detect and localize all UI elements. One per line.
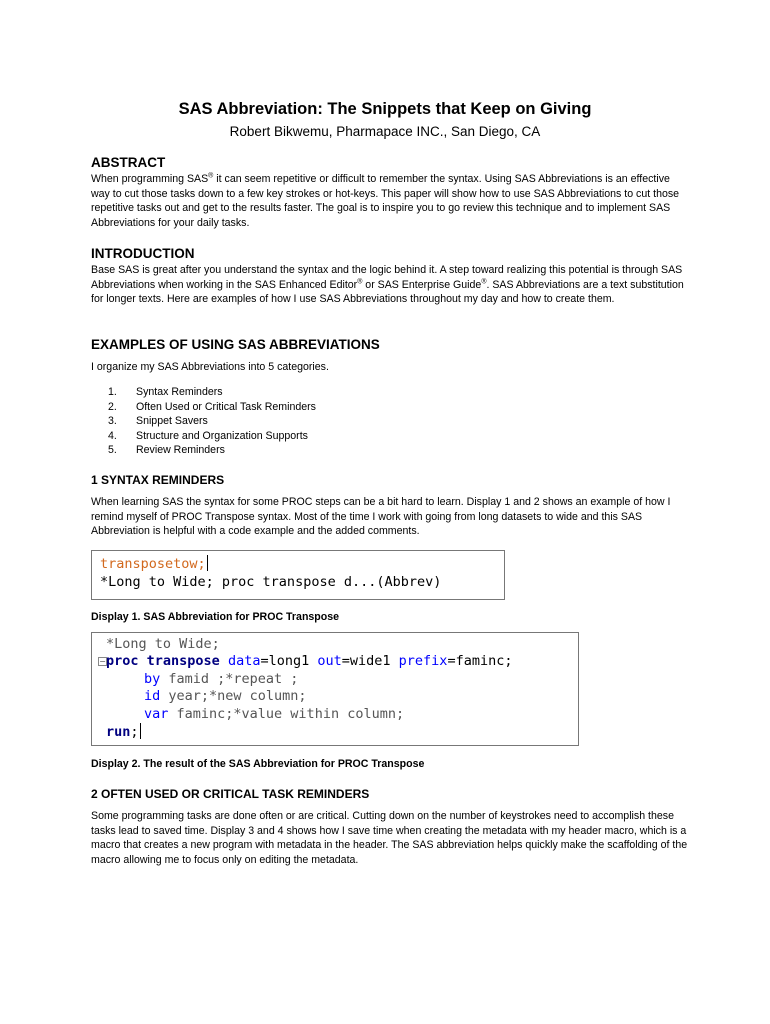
code-line-3: by famid ;*repeat ; <box>144 671 299 687</box>
list-item: 3. Snippet Savers <box>108 415 208 427</box>
list-item: 5. Review Reminders <box>108 444 225 456</box>
display-1-code <box>91 550 505 600</box>
categories-list <box>108 385 316 458</box>
abbrev-suggestion: *Long to Wide; proc transpose d...(Abbrev) <box>100 574 442 590</box>
text-cursor <box>140 723 142 739</box>
abbrev-name: transposetow; <box>100 555 208 573</box>
code-line-5: var faminc;*value within column; <box>144 706 405 722</box>
collapse-icon[interactable]: − <box>99 657 106 666</box>
list-item: 2. Often Used or Critical Task Reminders <box>108 400 316 413</box>
display-1-caption: Display 1. SAS Abbreviation for PROC Transpose <box>91 611 340 623</box>
introduction-text: Base SAS is great after you understand the syntax and the logic behind it. A step toward realizing this potential is through SAS Abbreviations when working in the SAS Enhanced Editor® or SAS Enterprise Guide®. SAS Abbreviations are a text substitution for longer texts. Here are examples of how I use SAS Abbreviations throughout my day and how to create them. <box>91 264 684 305</box>
examples-heading: EXAMPLES OF USING SAS ABBREVIATIONS <box>91 337 380 352</box>
syntax-reminders-text: When learning SAS the syntax for some PROC steps can be a bit hard to learn. Display 1 and 2 shows an example of how I remind myself of PROC Transpose syntax. Most of the time I work with going from long datasets to wide and this SAS Abbreviation is helpful with a code example and the added comments. <box>91 496 671 537</box>
display-2-code <box>91 632 579 746</box>
display-2-caption: Display 2. The result of the SAS Abbreviation for PROC Transpose <box>91 758 425 770</box>
abstract-text: When programming SAS® it can seem repetitive or difficult to remember the syntax. Using SAS Abbreviations is an effective way to cut those tasks down to a few key strokes or hot-keys. This paper will show how to use SAS Abbreviations to cut those repetitive tasks out and get to the results faster. The goal is to inspire you to go review this technique and to implement SAS Abbreviations for your daily tasks. <box>91 172 680 229</box>
author-line: Robert Bikwemu, Pharmapace INC., San Diego, CA <box>229 124 541 139</box>
task-reminders-text: Some programming tasks are done often or are critical. Cutting down on the number of keystrokes need to accomplish these tasks lead to saved time. Display 3 and 4 shows how I save time when creating the metadata with my header macro, which is a macro that creates a new program with metadata in the header. The SAS abbreviation helps quickly make the scaffolding of the macro allowing me to focus only on editing the metadata. <box>91 810 688 866</box>
list-item: 1. Syntax Reminders <box>108 386 223 398</box>
code-line-6: run; <box>106 723 141 742</box>
list-item: 4. Structure and Organization Supports <box>108 429 308 442</box>
code-line-2: proc transpose data=long1 out=wide1 prefix=faminc; <box>106 653 513 669</box>
code-line-4: id year;*new column; <box>144 688 307 704</box>
abstract-heading: ABSTRACT <box>91 155 166 170</box>
introduction-heading: INTRODUCTION <box>91 246 195 261</box>
text-cursor <box>207 555 209 571</box>
page-title: SAS Abbreviation: The Snippets that Keep on Giving <box>178 100 592 118</box>
task-reminders-heading: 2 OFTEN USED OR CRITICAL TASK REMINDERS <box>91 787 370 801</box>
code-line-1: *Long to Wide; <box>106 636 220 652</box>
syntax-reminders-heading: 1 SYNTAX REMINDERS <box>91 473 225 487</box>
examples-intro: I organize my SAS Abbreviations into 5 categories. <box>91 361 329 373</box>
